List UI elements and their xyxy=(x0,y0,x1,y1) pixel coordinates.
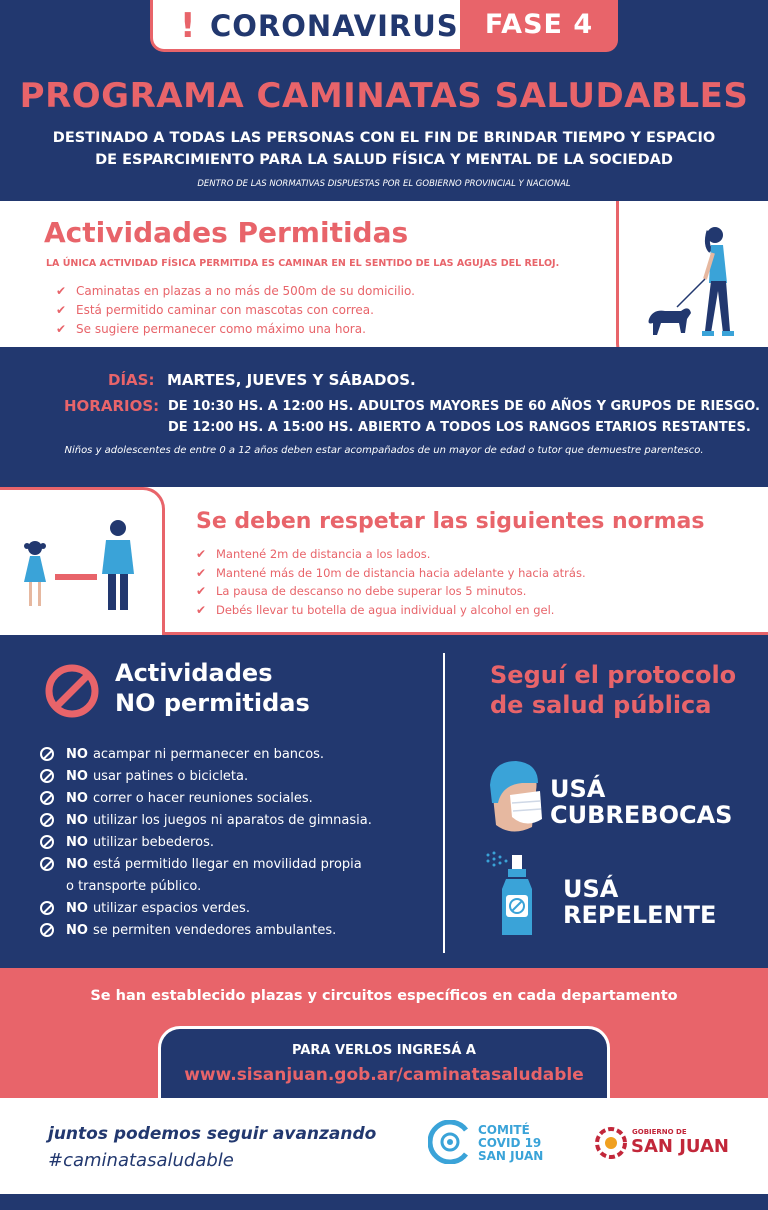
ban-icon xyxy=(40,813,54,827)
list-item: NO está permitido llegar en movilidad propia xyxy=(40,853,372,875)
check-icon: ✔ xyxy=(56,283,67,298)
list-item: NO utilizar los juegos ni aparatos de gimnasia. xyxy=(40,809,372,831)
hours-value-1: DE 10:30 HS. A 12:00 HS. ADULTOS MAYORES DE 60 AÑOS Y GRUPOS DE RIESGO. xyxy=(168,399,760,414)
section-divider xyxy=(443,653,445,953)
website-link[interactable]: www.sisanjuan.gob.ar/caminatasaludable xyxy=(184,1065,584,1085)
check-icon: ✔ xyxy=(196,547,207,562)
alert-icon: ! xyxy=(180,6,196,46)
list-item: ✔ Mantené 2m de distancia a los lados. xyxy=(196,547,431,562)
protocol-title-1: Seguí el protocolo xyxy=(490,661,737,689)
not-permitted-list xyxy=(40,743,372,941)
list-item: ✔ La pausa de descanso no debe superar los 5 minutos. xyxy=(196,584,527,599)
check-icon: ✔ xyxy=(56,302,67,317)
list-item: NO usar patines o bicicleta. xyxy=(40,765,372,787)
list-item: ✔ Caminatas en plazas a no más de 500m de su domicilio. xyxy=(56,283,415,298)
walking-dog-illustration xyxy=(616,201,768,366)
footer xyxy=(0,1098,768,1194)
walking-dog-icon xyxy=(619,201,768,363)
san-juan-label: SAN JUAN xyxy=(631,1136,729,1157)
list-item: NO utilizar bebederos. xyxy=(40,831,372,853)
mask-line-1: USÁ xyxy=(550,775,606,803)
permitted-title: Actividades Permitidas xyxy=(44,216,409,249)
check-icon: ✔ xyxy=(196,602,207,617)
restrictions-section xyxy=(0,635,768,968)
phase-badge xyxy=(460,0,618,52)
header xyxy=(0,0,768,200)
url-lead: PARA VERLOS INGRESÁ A xyxy=(292,1043,476,1058)
circuits-text: Se han establecido plazas y circuitos específicos en cada departamento xyxy=(90,988,678,1004)
list-item: ✔ Se sugiere permanecer como máximo una hora. xyxy=(56,321,366,336)
ban-icon xyxy=(40,923,54,937)
ban-icon xyxy=(40,901,54,915)
not-permitted-title-1: Actividades xyxy=(115,659,273,687)
schedule-section xyxy=(0,347,768,487)
distance-illustration xyxy=(0,487,165,635)
circuits-band xyxy=(0,968,768,1098)
list-item: ✔ Debés llevar tu botella de agua individual y alcohol en gel. xyxy=(196,602,555,617)
phase-label: FASE 4 xyxy=(484,9,594,40)
list-item: NO utilizar espacios verdes. xyxy=(40,897,372,919)
hours-value-2: DE 12:00 HS. A 15:00 HS. ABIERTO A TODOS LOS RANGOS ETARIOS RESTANTES. xyxy=(168,420,751,435)
subtitle-line-1: DESTINADO A TODAS LAS PERSONAS CON EL FIN DE BRINDAR TIEMPO Y ESPACIO xyxy=(52,130,716,146)
days-label: DÍAS: xyxy=(108,371,155,389)
rules-title: Se deben respetar las siguientes normas xyxy=(196,509,705,534)
ban-icon xyxy=(40,835,54,849)
list-item: NO acampar ni permanecer en bancos. xyxy=(40,743,372,765)
repellent-line-1: USÁ xyxy=(563,875,619,903)
check-icon: ✔ xyxy=(56,321,67,336)
mask-line-2: CUBREBOCAS xyxy=(550,801,733,829)
comite-line-1: COMITÉ xyxy=(478,1123,530,1137)
comite-line-2: COVID 19 xyxy=(478,1136,542,1150)
distance-people-icon xyxy=(0,490,162,635)
kids-note: Niños y adolescentes de entre 0 a 12 años deben estar acompañados de un mayor de edad o tutor que demuestre parentesco. xyxy=(64,445,704,456)
ban-icon xyxy=(40,791,54,805)
san-juan-logo-icon xyxy=(594,1126,628,1160)
ban-icon xyxy=(40,857,54,871)
ban-icon xyxy=(40,747,54,761)
gobierno-de-label: GOBIERNO DE xyxy=(632,1128,687,1136)
list-item-continuation: o transporte público. xyxy=(66,878,202,894)
hashtag: #caminatasaludable xyxy=(48,1150,234,1171)
list-item: ✔ Mantené más de 10m de distancia hacia adelante y hacia atrás. xyxy=(196,565,586,580)
permitted-list xyxy=(56,281,415,338)
bottom-strip xyxy=(0,1194,768,1210)
face-mask-icon xyxy=(482,757,546,837)
url-box xyxy=(158,1026,610,1098)
program-title: PROGRAMA CAMINATAS SALUDABLES xyxy=(19,76,749,116)
prohibited-icon xyxy=(44,663,100,719)
comite-logo-icon xyxy=(428,1120,472,1164)
header-note: DENTRO DE LAS NORMATIVAS DISPUESTAS POR EL GOBIERNO PROVINCIAL Y NACIONAL xyxy=(197,179,571,189)
permitted-lead: LA ÚNICA ACTIVIDAD FÍSICA PERMITIDA ES CAMINAR EN EL SENTIDO DE LAS AGUJAS DEL RELOJ. xyxy=(46,258,560,269)
rules-list xyxy=(196,545,586,619)
days-value: MARTES, JUEVES Y SÁBADOS. xyxy=(167,371,416,389)
list-item: ✔ Está permitido caminar con mascotas con correa. xyxy=(56,302,374,317)
list-item: NO se permiten vendedores ambulantes. xyxy=(40,919,372,941)
comite-line-3: SAN JUAN xyxy=(478,1149,544,1163)
hours-label: HORARIOS: xyxy=(64,397,160,415)
protocol-title-2: de salud pública xyxy=(490,691,712,719)
repellent-line-2: REPELENTE xyxy=(563,901,717,929)
ban-icon xyxy=(40,769,54,783)
coronavirus-title: CORONAVIRUS xyxy=(210,9,459,43)
list-item: NO correr o hacer reuniones sociales. xyxy=(40,787,372,809)
subtitle-line-2: DE ESPARCIMIENTO PARA LA SALUD FÍSICA Y MENTAL DE LA SOCIEDAD xyxy=(95,152,673,168)
check-icon: ✔ xyxy=(196,584,207,599)
spray-bottle-icon xyxy=(484,849,538,937)
not-permitted-title-2: NO permitidas xyxy=(115,689,310,717)
rules-section xyxy=(0,487,768,635)
slogan: juntos podemos seguir avanzando xyxy=(48,1124,377,1144)
check-icon: ✔ xyxy=(196,565,207,580)
